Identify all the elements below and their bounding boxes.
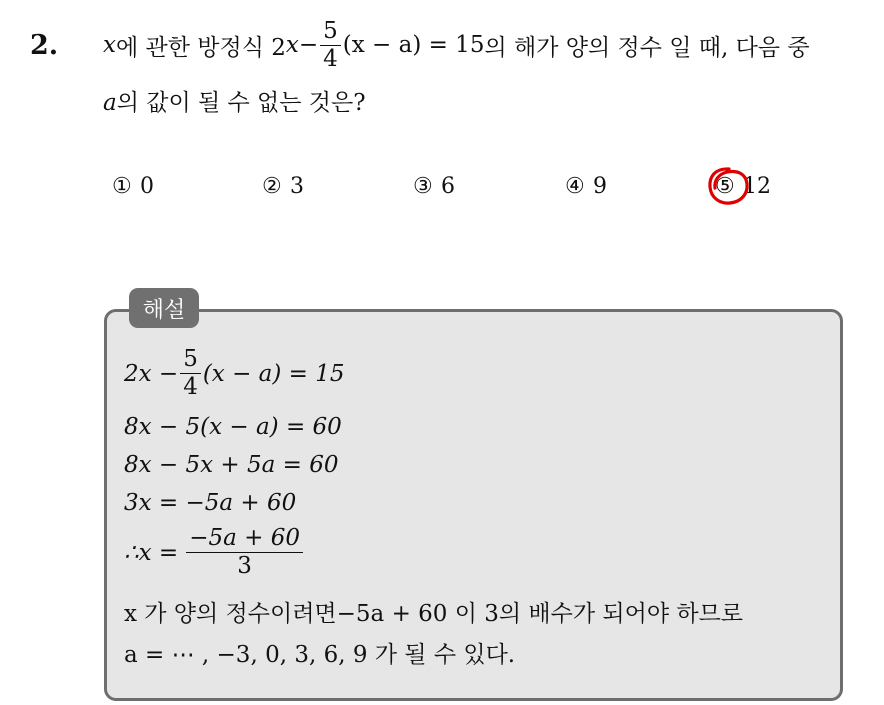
choice-mark: ② bbox=[262, 174, 282, 199]
solution-line-4: 3x = −5a + 60 bbox=[124, 490, 297, 516]
choice-4[interactable] bbox=[565, 174, 607, 199]
fraction-denominator: 4 bbox=[183, 374, 198, 400]
solution-line-5 bbox=[124, 527, 305, 578]
variable-a: a bbox=[103, 90, 117, 116]
fraction-numerator: 5 bbox=[320, 20, 341, 46]
solution-line-1 bbox=[124, 348, 345, 399]
solution-line-3: 8x − 5x + 5a = 60 bbox=[124, 452, 339, 478]
solution-label: 해설 bbox=[129, 288, 199, 328]
solution-fraction-x bbox=[186, 527, 303, 578]
minus-sign: − bbox=[298, 32, 319, 58]
solution-line-1-right: (x − a) = 15 bbox=[202, 360, 345, 387]
choice-value: 12 bbox=[743, 174, 771, 199]
fraction-numerator: −5a + 60 bbox=[186, 527, 303, 553]
question-text-end: 의 해가 양의 정수 일 때, 다음 중 bbox=[484, 34, 810, 61]
fraction-numerator: 5 bbox=[180, 348, 201, 374]
choice-mark: ④ bbox=[565, 174, 585, 199]
variable-x-2: x bbox=[285, 32, 299, 58]
choice-mark: ① bbox=[112, 174, 132, 199]
choice-value: 9 bbox=[593, 174, 607, 199]
solution-line-7: a = ⋯ , −3, 0, 3, 6, 9 가 될 수 있다. bbox=[124, 642, 516, 668]
answer-circle-mark bbox=[705, 164, 753, 208]
solution-line-6: x 가 양의 정수이려면−5a + 60 이 3의 배수가 되어야 하므로 bbox=[124, 601, 744, 627]
solution-fraction-5-4 bbox=[180, 348, 201, 399]
question-number: 2. bbox=[30, 30, 59, 61]
solution-line-5-left: ∴x = bbox=[124, 539, 179, 566]
choice-value: 0 bbox=[140, 174, 154, 199]
question-line-1 bbox=[103, 17, 810, 72]
choice-mark: ⑤ bbox=[715, 174, 735, 199]
choice-value: 3 bbox=[290, 174, 304, 199]
question-text-a: 에 관한 방정식 2 bbox=[115, 34, 286, 61]
solution-line-1-left: 2x − bbox=[124, 360, 179, 387]
variable-x: x bbox=[103, 32, 116, 58]
question-line-2 bbox=[103, 84, 366, 117]
choice-1[interactable] bbox=[112, 174, 154, 199]
solution-line-2: 8x − 5(x − a) = 60 bbox=[124, 414, 342, 440]
question-line-2-text: 의 값이 될 수 없는 것은? bbox=[116, 90, 366, 116]
fraction-denominator: 3 bbox=[237, 553, 252, 579]
choice-value: 6 bbox=[441, 174, 455, 199]
paren-expression: (x − a) = 15 bbox=[342, 32, 485, 58]
choice-3[interactable] bbox=[413, 174, 455, 199]
fraction-5-4 bbox=[320, 17, 341, 72]
choice-2[interactable] bbox=[262, 174, 304, 199]
fraction-denominator: 4 bbox=[323, 45, 338, 72]
choice-mark: ③ bbox=[413, 174, 433, 199]
